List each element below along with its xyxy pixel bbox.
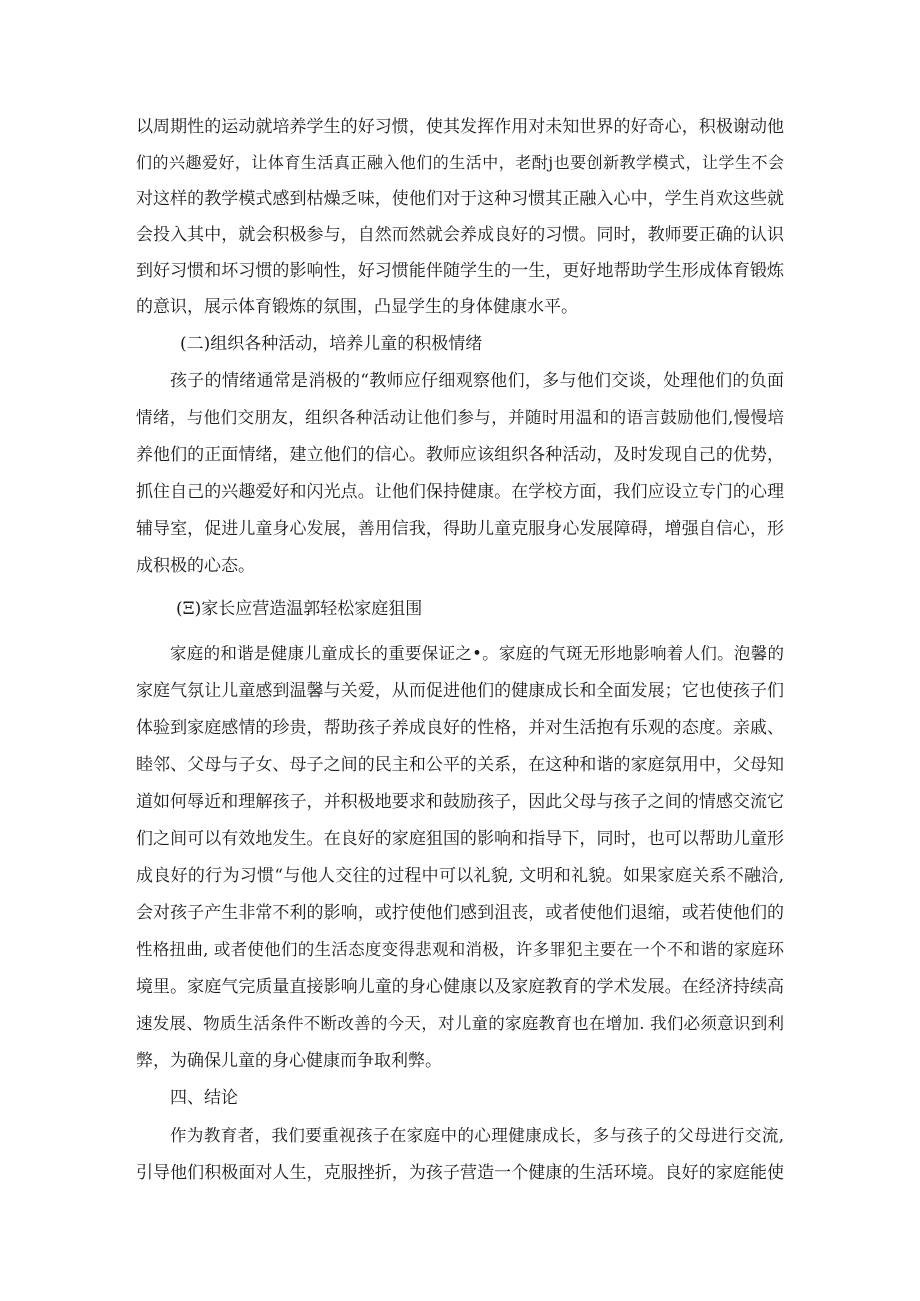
paragraph-line: 以周期性的运动就培养学生的好习惯，使其发挥作用对未知世界的好奇心，积极谢动他 [136,117,784,137]
paragraph-line: 成积极的心态。 [136,556,255,576]
paragraph-line: 家庭气氛让儿童感到温馨与关爱，从而促进他们的健康成长和全面发展；它也使孩子们 [136,681,784,701]
paragraph-line: 辅导室，促进儿童身心发展，善用信我，得助儿童克服身心发展障碍，增强自信心，形 [136,519,784,539]
paragraph-line: 道如何辱近和理解孩子，并积极地要求和鼓励孩子，因此父母与孩子之间的情感交流它 [136,792,784,812]
paragraph-line: 到好习惯和坏习惯的影响性，好习惯能伴随学生的一生，更好地帮助学生形成体育锻炼 [136,261,784,281]
section-heading-3: (Ξ)家长应营造温郭轻松家庭狙围 [176,599,423,619]
paragraph-line: 们之间可以有效地发生。在良好的家庭狙国的影响和指导下，同时，也可以帮助儿童形 [136,829,784,849]
paragraph-line: 弊，为确保儿童的身心健康而争取利弊。 [136,1051,442,1071]
paragraph-line: 性格扭曲, 或者使他们的生活态度变得悲观和消极，许多罪犯主要在一个不和谐的家庭环 [136,940,784,959]
paragraph-line: 体验到家庭感情的珍贵，帮助孩子养成良好的性格，并对生活抱有乐观的态度。亲戚、 [136,718,784,738]
paragraph-line: 孩子的情绪通常是消极的“教师应仔细观察他们，多与他们交谈，处理他们的负面 [170,371,784,391]
paragraph-line: 家庭的和谐是健康儿童成长的重要保证之•。家庭的气斑无形地影响着人们。泡馨的 [170,644,784,663]
paragraph-line: 养他们的正面情绪，建立他们的信心。教师应该组织各种活动，及时发现自己的优势， [136,445,784,465]
paragraph-line: 们的兴趣爱好，让体育生活真正融入他们的生活中，老酎j也要创新教学模式，让学生不会 [136,153,784,172]
paragraph-line: 睦邻、父母与子女、母子之间的民主和公平的关系，在这种和谐的家庭氛用中，父母知 [136,755,784,775]
paragraph-line: 对这样的教学模式感到枯燥乏味，使他们对于这种习惯其正融入心中，学生肖欢这些就 [136,189,784,209]
paragraph-line: 的意识，展示体育锻炼的氛围，凸显学生的身体健康水平。 [136,297,578,317]
paragraph-line: 速发展、物质生活条件不断改善的今天，对儿童的家庭教育也在增加. 我们必须意识到利 [136,1014,784,1033]
paragraph-line: 引导他们积极面对人生，克服挫折，为孩子营造一个健康的生活环境。良好的家庭能使 [136,1163,784,1183]
paragraph-line: 作为教育者，我们要重视孩子在家庭中的心理健康成长，多与孩子的父母进行交流, [170,1126,784,1145]
paragraph-line: 情绪，与他们交朋友，组织各种活动让他们参与，并随时用温和的语言鼓励他们,慢慢培 [136,408,784,427]
section-heading-4: 四、结论 [170,1088,238,1108]
paragraph-line: 会对孩子产生非常不利的影响，或拧使他们感到沮丧，或者使他们退缩，或若使他们的 [136,903,784,923]
paragraph-line: 会投入其中，就会积极参与，自然而然就会养成良好的习惯。同时，教师要正确的认识 [136,225,784,245]
section-heading-2: (二)组织各种活动，培养儿童的积极情绪 [180,334,483,354]
paragraph-line: 成良好的行为习惯“与他人交往的过程中可以礼貌, 文明和礼貌。如果家庭关系不融洽, [136,866,784,886]
paragraph-line: 抓住自己的兴趣爱好和闪光点。让他们保持健康。在学校方面，我们应设立专门的心理 [136,482,784,502]
paragraph-line: 境里。家庭气完质量直接影响儿童的身心健康以及家庭教育的学术发展。在经济持续高 [136,977,784,997]
